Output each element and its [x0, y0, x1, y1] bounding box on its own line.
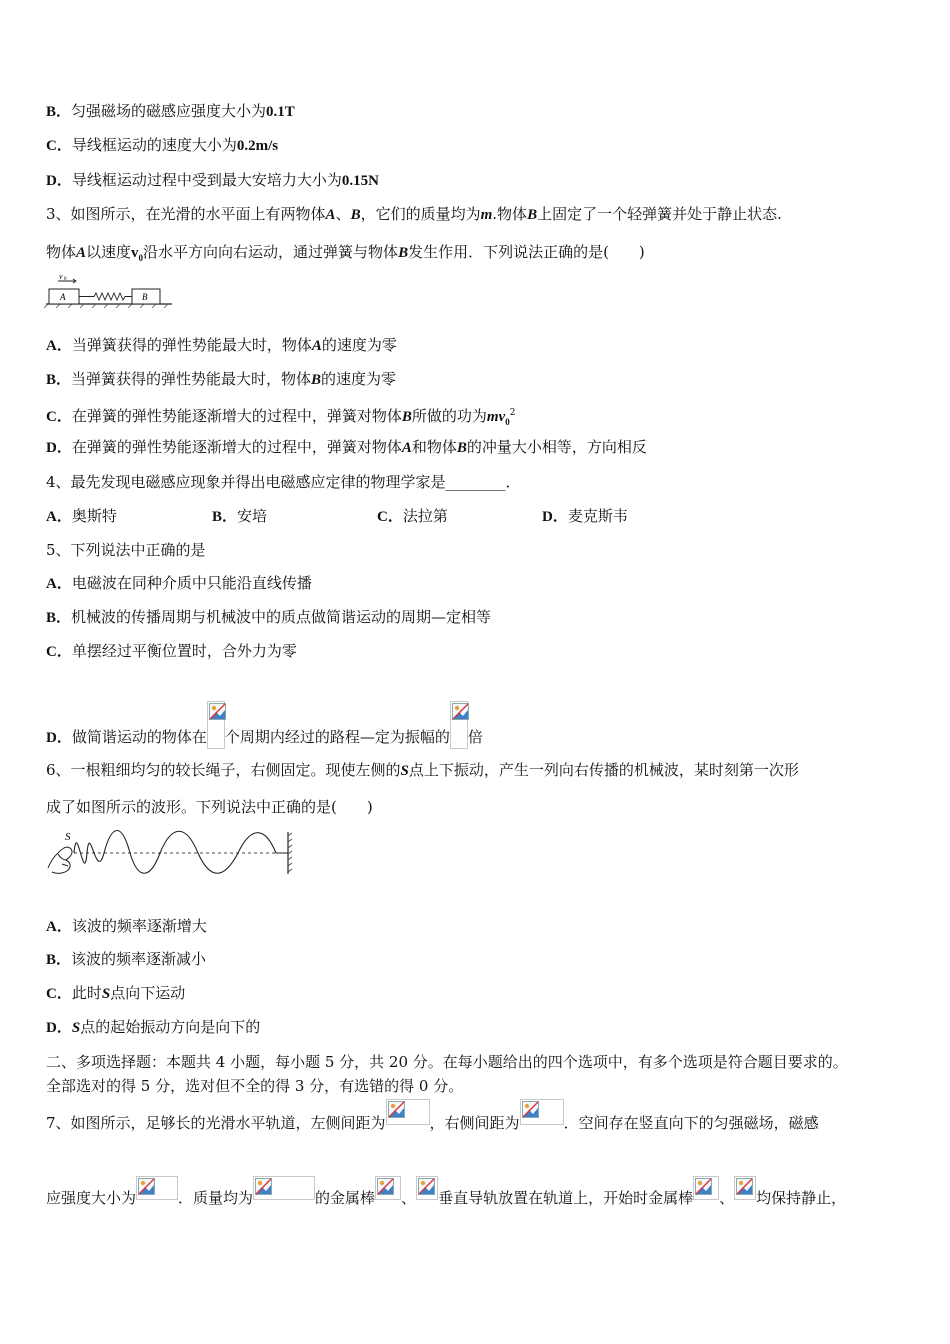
option-label: D． [46, 173, 72, 189]
text: 的速度为零 [321, 370, 397, 388]
option-text: 安培 [237, 507, 268, 525]
var: B [456, 440, 467, 456]
broken-image-icon [734, 1176, 756, 1200]
q4-option-a [46, 506, 117, 527]
option-label: B． [46, 372, 72, 388]
q5-option-c [46, 641, 297, 662]
broken-image-icon [520, 1099, 564, 1125]
option-label: C． [46, 986, 72, 1002]
text: 和物体 [411, 438, 457, 456]
q7-stem-line2 [46, 1175, 846, 1221]
text: 所做的功为 [411, 407, 487, 425]
broken-image-icon [136, 1176, 178, 1200]
var-sup: 2 [509, 408, 516, 418]
option-label: C． [46, 644, 72, 660]
q4-option-c [377, 506, 448, 527]
q5-option-d [46, 701, 483, 748]
option-label: A． [46, 576, 72, 592]
option-text: 奥斯特 [71, 507, 117, 525]
text: 6、一根粗细均匀的较长绳子，右侧固定。现使左侧的 [46, 761, 401, 779]
var: A [401, 440, 412, 456]
broken-image-icon [207, 701, 225, 749]
text: 、 [719, 1189, 735, 1207]
text: ．质量均为 [178, 1189, 254, 1207]
text: .物体 [492, 205, 528, 223]
broken-image-icon [450, 701, 468, 749]
text: ，它们的质量均为 [360, 205, 481, 223]
text: ，右侧间距为 [429, 1114, 520, 1132]
section-2-heading: 二、多项选择题：本题共 4 小题，每小题 5 分，共 20 分。在每小题给出的四个选项中，有多个选项是符合题目要求的。 [46, 1053, 848, 1071]
option-label: B． [46, 104, 72, 120]
q3-stem-line1 [46, 204, 782, 225]
source-s-label: S [65, 831, 71, 843]
var-s: S [400, 763, 409, 779]
q6-option-d [46, 1017, 260, 1038]
spring-blocks-figure [44, 272, 176, 308]
option-text: 导线框运动的速度大小为 [71, 136, 237, 154]
q2-option-d [46, 170, 379, 191]
option-label: C． [377, 509, 403, 525]
q3-option-d [46, 437, 647, 458]
q6-stem-line1 [46, 760, 799, 781]
broken-image-icon [386, 1099, 430, 1125]
option-label: A． [46, 919, 72, 935]
text: 物体 [46, 243, 77, 261]
text: 当弹簧获得的弹性势能最大时，物体 [71, 336, 312, 354]
text: 应强度大小为 [46, 1189, 137, 1207]
var: B [311, 372, 322, 388]
q2-option-c [46, 135, 278, 156]
var-v: v [131, 245, 139, 261]
var-s: S [101, 986, 111, 1002]
option-label: C． [46, 138, 72, 154]
text: 做简谐运动的物体在 [71, 728, 207, 746]
q5-stem: 5、下列说法中正确的是 [46, 541, 206, 559]
option-value: 0.2m/s [236, 138, 279, 154]
q3-option-a [46, 335, 397, 356]
option-label: D． [46, 1020, 72, 1036]
section-2-scoring: 全部选对的得 5 分，选对但不全的得 3 分，有选错的得 0 分。 [46, 1077, 464, 1095]
option-text: 该波的频率逐渐减小 [71, 950, 207, 968]
q5-option-b [46, 607, 491, 628]
text: ．空间存在竖直向下的匀强磁场，磁感 [563, 1114, 819, 1132]
text: 均保持静止， [756, 1189, 847, 1207]
option-text: 电磁波在同种介质中只能沿直线传播 [71, 574, 312, 592]
var: A [311, 338, 322, 354]
broken-image-icon [375, 1176, 401, 1200]
text: 的速度为零 [321, 336, 397, 354]
broken-image-icon [693, 1176, 719, 1200]
q5-option-a [46, 573, 312, 594]
option-text: 单摆经过平衡位置时，合外力为零 [71, 642, 297, 660]
option-label: B． [46, 610, 72, 626]
option-value: 0.15N [341, 173, 379, 189]
text: 点向下运动 [110, 984, 186, 1002]
rope-wave-figure [44, 828, 294, 884]
q3-stem-line2 [46, 242, 645, 268]
text: 3、如图所示，在光滑的水平面上有两物体 [46, 205, 326, 223]
q4-stem: 4、最先发现电磁感应现象并得出电磁感应定律的物理学家是________． [46, 473, 521, 491]
option-label: D． [46, 730, 72, 746]
var-a: A [325, 207, 336, 223]
text: 的金属棒 [315, 1189, 376, 1207]
option-text: 导线框运动过程中受到最大安培力大小为 [71, 171, 342, 189]
option-text: 该波的频率逐渐增大 [71, 917, 207, 935]
option-value: 0.1T [266, 104, 295, 120]
option-label: C． [46, 409, 72, 425]
text: 点上下振动，产生一列向右传播的机械波，某时刻第一次形 [408, 761, 799, 779]
q2-option-b [46, 101, 295, 122]
option-label: D． [542, 509, 568, 525]
var-v-sub: 0 [138, 253, 144, 263]
broken-image-icon [416, 1176, 438, 1200]
q6-stem-line2: 成了如图所示的波形。下列说法中正确的是( ) [46, 798, 373, 816]
q3-option-b [46, 369, 396, 390]
q6-option-a [46, 916, 207, 937]
velocity-sub: 0 [64, 277, 67, 282]
broken-image-icon [253, 1176, 315, 1200]
option-text: 麦克斯韦 [567, 507, 628, 525]
option-label: B． [212, 509, 238, 525]
q6-option-c [46, 983, 185, 1004]
q3-option-c [46, 403, 515, 432]
text: 个周期内经过的路程—定为振幅的 [224, 728, 450, 746]
var-b: B [527, 207, 538, 223]
text: 此时 [71, 984, 102, 1002]
var-m: m [480, 207, 493, 223]
text: 发生作用．下列说法正确的是( ) [408, 243, 645, 261]
text: 倍 [467, 728, 483, 746]
text: 沿水平方向向右运动，通过弹簧与物体 [143, 243, 399, 261]
option-text: 匀强磁场的磁感应强度大小为 [71, 102, 267, 120]
var-mv: mv [486, 409, 506, 425]
var: B [401, 409, 412, 425]
text: 上固定了一个轻弹簧并处于静止状态. [537, 205, 782, 223]
option-text: 机械波的传播周期与机械波中的质点做简谐运动的周期—定相等 [71, 608, 492, 626]
q6-option-b [46, 949, 206, 970]
var-b: B [398, 245, 409, 261]
block-a-label: A [60, 292, 66, 302]
text: 在弹簧的弹性势能逐渐增大的过程中，弹簧对物体 [71, 407, 402, 425]
var-a: A [76, 245, 87, 261]
velocity-label: v [59, 272, 63, 281]
text: 当弹簧获得的弹性势能最大时，物体 [71, 370, 312, 388]
text: 的冲量大小相等，方向相反 [466, 438, 647, 456]
text: 垂直导轨放置在轨道上，开始时金属棒 [438, 1189, 694, 1207]
hand-icon [48, 847, 72, 873]
option-label: D． [46, 440, 72, 456]
text: 以速度 [86, 243, 132, 261]
var-b: B [350, 207, 361, 223]
var-sub: 0 [505, 417, 510, 427]
text: 7、如图所示，足够长的光滑水平轨道，左侧间距为 [46, 1114, 386, 1132]
text: 、 [401, 1189, 417, 1207]
q4-option-d [542, 506, 628, 527]
text: 在弹簧的弹性势能逐渐增大的过程中，弹簧对物体 [71, 438, 402, 456]
q4-option-b [212, 506, 267, 527]
option-text: 法拉第 [402, 507, 448, 525]
option-label: A． [46, 509, 72, 525]
text: 、 [335, 205, 351, 223]
option-label: A． [46, 338, 72, 354]
text: 点的起始振动方向是向下的 [80, 1018, 261, 1036]
block-b-label: B [142, 292, 148, 302]
option-label: B． [46, 952, 72, 968]
var-s: S [71, 1020, 81, 1036]
q7-stem-line1 [46, 1100, 819, 1146]
